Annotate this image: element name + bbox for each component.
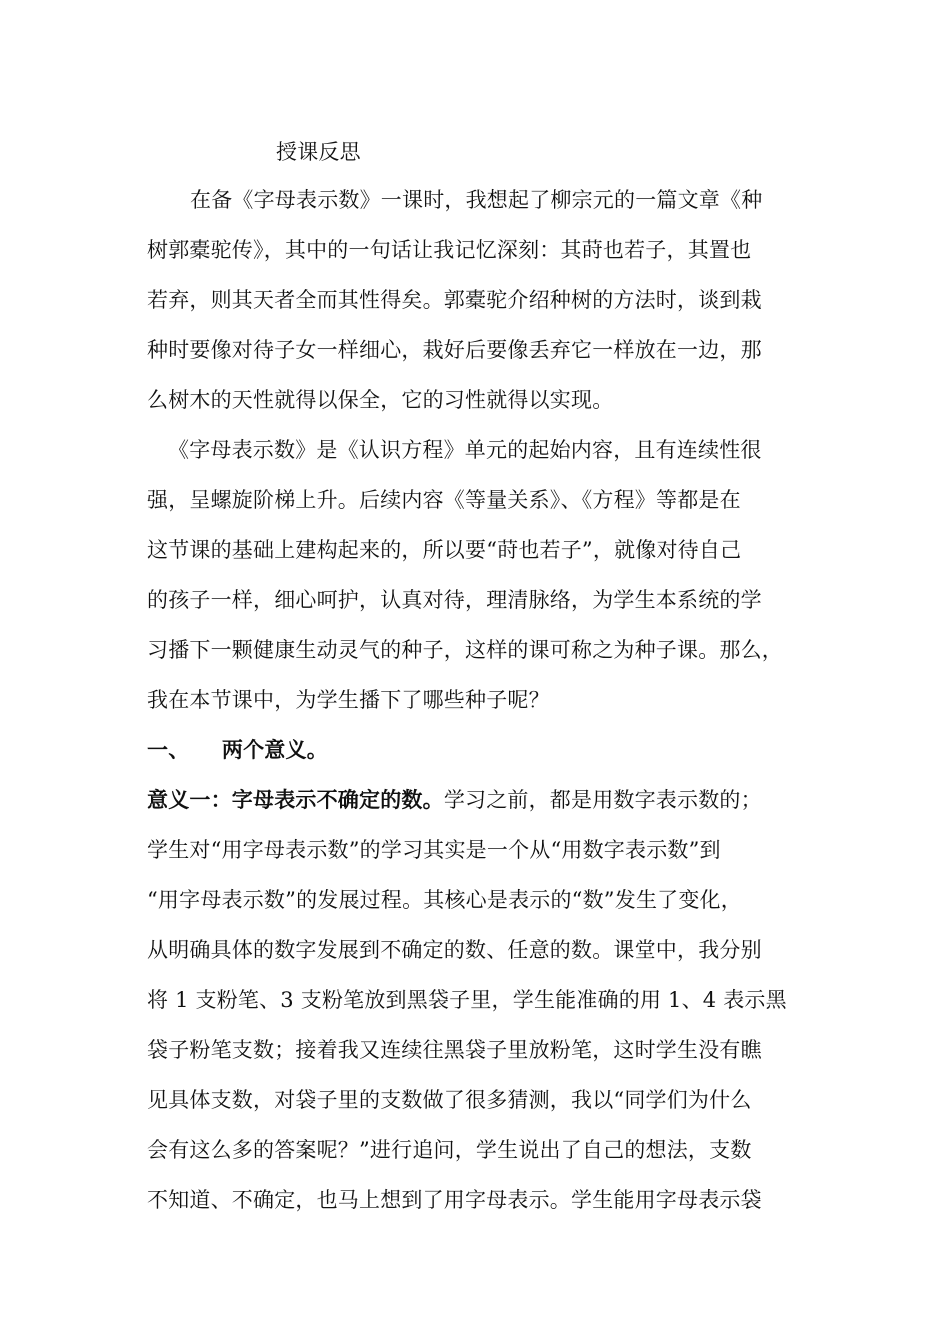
paragraph-1-line-4: 种时要像对待子女一样细心，栽好后要像丢弃它一样放在一边，那 xyxy=(147,338,762,362)
paragraph-1-line-1: 在备《字母表示数》一课时，我想起了柳宗元的一篇文章《种 xyxy=(190,188,763,212)
meaning-1-line-8: 会有这么多的答案呢？”进行追问，学生说出了自己的想法，支数 xyxy=(147,1138,752,1162)
section-number: 一、 xyxy=(147,737,190,762)
meaning-1-line-4: 从明确具体的数字发展到不确定的数、任意的数。课堂中，我分别 xyxy=(147,938,762,962)
meaning-1-line-2: 学生对“用字母表示数”的学习其实是一个从“用数字表示数”到 xyxy=(147,838,721,862)
paragraph-2-line-1: 《字母表示数》是《认识方程》单元的起始内容，且有连续性很 xyxy=(168,438,762,462)
paragraph-2-line-5: 习播下一颗健康生动灵气的种子，这样的课可称之为种子课。那么， xyxy=(147,638,783,662)
meaning-1-line-3: “用字母表示数”的发展过程。其核心是表示的“数”发生了变化， xyxy=(147,888,742,912)
paragraph-2-line-6: 我在本节课中，为学生播下了哪些种子呢？ xyxy=(147,688,550,712)
meaning-1-line-7: 见具体支数，对袋子里的支数做了很多猜测，我以“同学们为什么 xyxy=(147,1088,752,1112)
meaning-1-text: 学习之前，都是用数字表示数的； xyxy=(443,788,762,812)
section-title: 两个意义。 xyxy=(221,737,328,762)
meaning-1-line-5: 将 1 支粉笔、3 支粉笔放到黑袋子里，学生能准确的用 1、4 表示黑 xyxy=(147,988,787,1012)
meaning-1-line-1 xyxy=(147,785,827,815)
paragraph-1-line-2: 树郭橐驼传》，其中的一句话让我记忆深刻：其莳也若子，其置也 xyxy=(147,238,752,262)
meaning-1-line-6: 袋子粉笔支数；接着我又连续往黑袋子里放粉笔，这时学生没有瞧 xyxy=(147,1038,762,1062)
paragraph-2-line-2: 强，呈螺旋阶梯上升。后续内容《等量关系》、《方程》等都是在 xyxy=(147,488,741,512)
section-heading-1 xyxy=(147,735,827,765)
meaning-1-label: 意义一：字母表示不确定的数。 xyxy=(147,787,444,812)
paragraph-1-line-3: 若弃，则其天者全而其性得矣。郭橐驼介绍种树的方法时，谈到栽 xyxy=(147,288,762,312)
paragraph-2-line-3: 这节课的基础上建构起来的，所以要“莳也若子”，就像对待自己 xyxy=(147,538,742,562)
paragraph-2-line-4: 的孩子一样，细心呵护，认真对待，理清脉络，为学生本系统的学 xyxy=(147,588,762,612)
meaning-1-line-9: 不知道、不确定，也马上想到了用字母表示。学生能用字母表示袋 xyxy=(147,1188,762,1212)
document-title: 授课反思 xyxy=(276,140,361,164)
paragraph-1-line-5: 么树木的天性就得以保全，它的习性就得以实现。 xyxy=(147,388,614,412)
